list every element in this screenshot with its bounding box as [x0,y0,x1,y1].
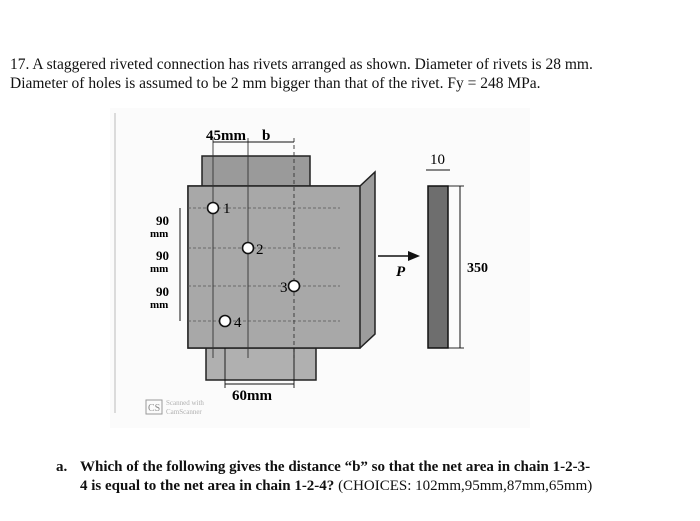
height-dimension: 350 [467,261,488,276]
camscanner-logo-text: CS [148,403,161,414]
load-label-P: P [396,264,406,280]
rivet-label-4: 4 [234,315,242,331]
question-text-line-1: Which of the following gives the distance “b” so that the net area in chain 1-2-3- [80,459,591,475]
problem-line-2: Diameter of holes is assumed to be 2 mm bigger than that of the rivet. Fy = 248 MPa. [10,75,541,92]
left-dim-2-unit: mm [150,263,169,275]
top-dimension-45mm: 45mm [206,128,246,144]
riveted-connection-figure [110,108,530,433]
problem-line-1: 17. A staggered riveted connection has rivets arranged as shown. Diameter of rivets is 28 mm. [10,56,593,73]
left-dim-3-unit: mm [150,299,169,311]
left-dim-3-value: 90 [156,284,169,299]
question-choices: (CHOICES: 102mm,95mm,87mm,65mm) [338,478,593,494]
rivet-1 [208,203,219,214]
rivet-2 [243,243,254,254]
rivet-label-2: 2 [256,242,264,258]
rivet-3 [289,281,300,292]
left-dim-2-value: 90 [156,248,169,263]
question-label: a. [56,459,68,475]
rivet-label-1: 1 [223,201,231,217]
question-text-line-2: 4 is equal to the net area in chain 1-2-4? [80,478,335,494]
watermark-line-2: CamScanner [166,408,202,416]
left-dim-1-unit: mm [150,228,169,240]
watermark-line-1: Scanned with [166,399,204,407]
problem-statement [10,55,690,93]
rivet-label-3: 3 [280,280,288,296]
top-dimension-b: b [262,128,271,144]
rivet-4 [220,316,231,327]
figure-svg [110,108,530,428]
question-a [56,458,696,496]
back-plate-bottom [206,346,316,380]
bottom-dimension-60mm: 60mm [232,388,272,404]
side-view-bar [428,186,448,348]
question-line-2 [56,477,696,496]
thickness-dimension: 10 [430,152,445,168]
left-dim-1-value: 90 [156,213,169,228]
